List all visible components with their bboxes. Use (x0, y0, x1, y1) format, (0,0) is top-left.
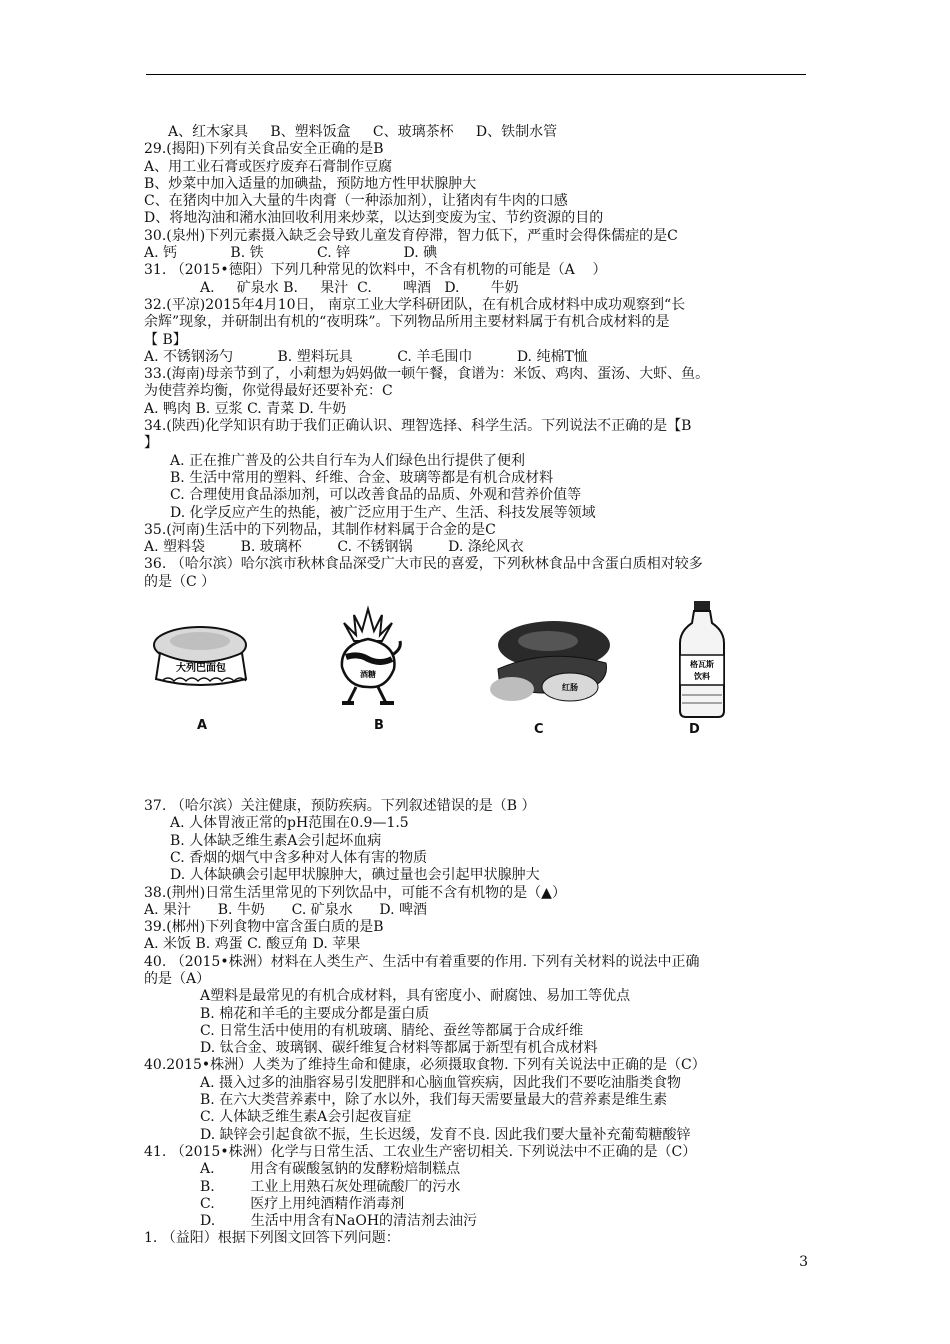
text-line: 】 (144, 435, 158, 452)
text-line: A. 果汁 B. 牛奶 C. 矿泉水 D. 啤酒 (144, 901, 428, 918)
text-line: D. 人体缺碘会引起甲状腺肿大，碘过量也会引起甲状腺肿大 (170, 867, 540, 884)
text-line: 40. （2015•株洲）材料在人类生产、生活中有着重要的作用. 下列有关材料的说法中正确 (144, 953, 700, 970)
text-line: D. 钛合金、玻璃钢、碳纤维复合材料等都属于新型有机合成材料 (200, 1040, 598, 1057)
figure-row (144, 599, 816, 799)
figure-label-a: A (197, 718, 208, 734)
text-line: C. 医疗上用纯酒精作消毒剂 (200, 1195, 405, 1212)
text-line: 的是（A） (144, 970, 211, 987)
text-line: A、红木家具 B、塑料饭盒 C、玻璃茶杯 D、铁制水管 (168, 124, 558, 140)
text-line: 余辉”现象，并研制出有机的“夜明珠”。下列物品所用主要材料属于有机合成材料的是 (144, 314, 670, 331)
candy-caption: 酒糖 (360, 670, 376, 680)
text-line: 38.(荆州)日常生活里常见的下列饮品中，可能不含有机物的是（▲） (144, 884, 566, 901)
text-line: A. 钙 B. 铁 C. 锌 D. 碘 (144, 245, 438, 262)
figure-label-b: B (374, 718, 384, 734)
text-line: A塑料是最常见的有机合成材料，具有密度小、耐腐蚀、易加工等优点 (200, 988, 631, 1005)
text-line: 1. （益阳）根据下列图文回答下列问题： (144, 1230, 400, 1247)
header-rule (146, 74, 806, 75)
text-line: C. 合理使用食品添加剂，可以改善食品的品质、外观和营养价值等 (170, 487, 582, 504)
sausage-caption: 红肠 (562, 683, 578, 693)
text-line: B. 棉花和羊毛的主要成分都是蛋白质 (200, 1005, 430, 1022)
document-body (144, 124, 816, 1248)
bottle-image (672, 599, 732, 719)
text-line: C. 日常生活中使用的有机玻璃、腈纶、蚕丝等都属于合成纤维 (200, 1022, 584, 1039)
bottle-caption-2: 饮料 (694, 672, 710, 682)
text-line: 为使营养均衡，你觉得最好还要补充：C (144, 383, 393, 400)
sausage-image (478, 617, 618, 709)
bread-caption: 大列巴面包 (176, 663, 226, 675)
question-block-2 (144, 798, 816, 1248)
text-line: 39.(郴州)下列食物中富含蛋白质的是B (144, 919, 384, 936)
text-line: D. 生活中用含有NaOH的清洁剂去油污 (200, 1213, 478, 1230)
text-line: A. 矿泉水 B. 果汁 C. 啤酒 D. 牛奶 (200, 279, 519, 296)
text-line: 41. （2015•株洲）化学与日常生活、工农业生产密切相关. 下列说法中不正确的是（C） (144, 1143, 697, 1160)
text-line: C. 人体缺乏维生素A会引起夜盲症 (200, 1109, 412, 1126)
text-line: A. 摄入过多的油脂容易引发肥胖和心脑血管疾病，因此我们不要吃油脂类食物 (200, 1074, 682, 1091)
page-number: 3 (799, 1254, 808, 1270)
text-line: 40.2015•株洲）人类为了维持生命和健康，必须摄取食物. 下列有关说法中正确的是（C） (144, 1057, 706, 1074)
candy-mascot-image (328, 605, 408, 709)
text-line: 34.(陕西)化学知识有助于我们正确认识、理智选择、科学生活。下列说法不正确的是【B (144, 418, 692, 435)
text-line: A、用工业石膏或医疗废弃石膏制作豆腐 (144, 158, 393, 175)
bread-image (148, 619, 258, 709)
text-line: 的是（C ） (144, 573, 216, 590)
text-line: 32.(平凉)2015年4月10日， 南京工业大学科研团队，在有机合成材料中成功观察到“长 (144, 296, 686, 313)
text-line: C. 香烟的烟气中含多种对人体有害的物质 (170, 849, 428, 866)
text-line: A. 不锈钢汤勺 B. 塑料玩具 C. 羊毛围巾 D. 纯棉T恤 (144, 348, 588, 365)
text-line: 【 B】 (144, 331, 187, 348)
text-line: A. 正在推广普及的公共自行车为人们绿色出行提供了便利 (170, 452, 526, 469)
text-line: B. 人体缺乏维生素A会引起坏血病 (170, 832, 382, 849)
text-line: A. 人体胃液正常的pH范围在0.9—1.5 (170, 815, 409, 832)
text-line: 30.(泉州)下列元素摄入缺乏会导致儿童发育停滞，智力低下，严重时会得侏儒症的是C (144, 227, 678, 244)
text-line: 37. （哈尔滨）关注健康，预防疾病。下列叙述错误的是（B ） (144, 798, 536, 815)
figure-label-d: D (689, 722, 700, 738)
text-line: D. 缺锌会引起食欲不振，生长迟缓，发育不良. 因此我们要大量补充葡萄糖酸锌 (200, 1126, 691, 1143)
text-line: 36. （哈尔滨）哈尔滨市秋林食品深受广大市民的喜爱，下列秋林食品中含蛋白质相对较多 (144, 556, 703, 573)
text-line: 29.(揭阳)下列有关食品安全正确的是B (144, 141, 384, 158)
text-line: B. 生活中常用的塑料、纤维、合金、玻璃等都是有机合成材料 (170, 469, 554, 486)
text-line: A. 用含有碳酸氢钠的发酵粉焙制糕点 (200, 1161, 461, 1178)
text-line: A. 塑料袋 B. 玻璃杯 C. 不锈钢锅 D. 涤纶风衣 (144, 539, 524, 556)
text-line: A. 鸭肉 B. 豆浆 C. 青菜 D. 牛奶 (144, 400, 347, 417)
text-line: B. 在六大类营养素中，除了水以外，我们每天需要量最大的营养素是维生素 (200, 1092, 668, 1109)
bottle-caption-1: 格瓦斯 (690, 660, 714, 670)
text-line: 35.(河南)生活中的下列物品，其制作材料属于合金的是C (144, 521, 496, 538)
text-line: B. 工业上用熟石灰处理硫酸厂的污水 (200, 1178, 461, 1195)
text-line: B、炒菜中加入适量的加碘盐，预防地方性甲状腺肿大 (144, 175, 477, 192)
text-line: D. 化学反应产生的热能，被广泛应用于生产、生活、科技发展等领域 (170, 504, 596, 521)
text-line: 33.(海南)母亲节到了，小莉想为妈妈做一顿午餐，食谱为：米饭、鸡肉、蛋汤、大虾、鱼。 (144, 366, 710, 383)
text-line: D、将地沟油和潲水油回收利用来炒菜，以达到变废为宝、节约资源的目的 (144, 210, 604, 227)
question-block-1 (144, 124, 816, 591)
figure-label-c: C (534, 722, 544, 738)
text-line: 31. （2015•德阳）下列几种常见的饮料中，不含有机物的可能是（A ） (144, 262, 607, 279)
text-line: C、在猪肉中加入大量的牛肉膏（一种添加剂），让猪肉有牛肉的口感 (144, 193, 568, 210)
text-line: A. 米饭 B. 鸡蛋 C. 酸豆角 D. 苹果 (144, 936, 361, 953)
